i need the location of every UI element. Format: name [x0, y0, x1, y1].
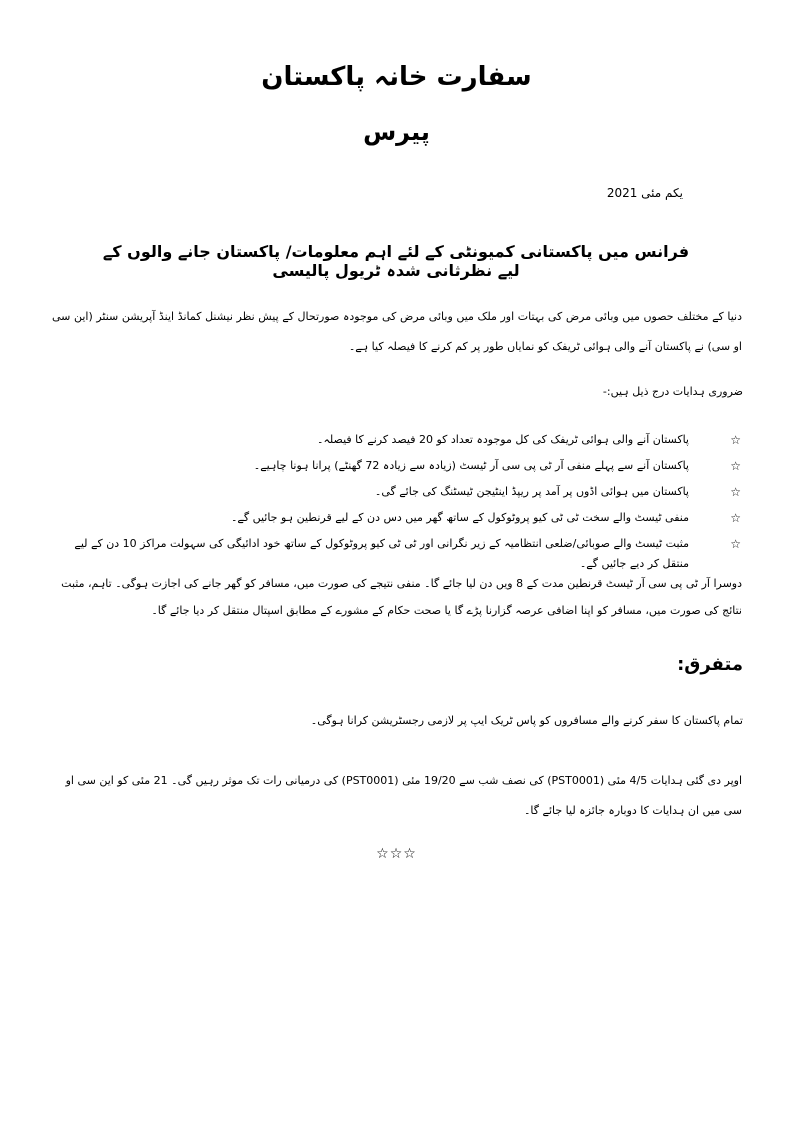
star-bullet-icon: ☆	[730, 485, 741, 499]
instructions-list	[51, 430, 741, 570]
retest-paragraph: دوسرا آر ٹی پی سی آر ٹیسٹ قرنطین مدت کے 8 ویں دن لیا جائے گا۔ منفی نتیجے کی صورت میں، مسافر کو گھر جانے کی اجازت ہوگی۔ تاہم، مثبت نتائج کی صورت میں، مسافر کو اپنا اضافی عرصہ گزارنا پڑے گا یا صحت حکام کے مشورے کے مطابق اسپتال منتقل کر دیا جائے گا۔	[61, 577, 742, 617]
star-bullet-icon: ☆	[730, 433, 741, 447]
city-title: پیرس	[363, 118, 430, 146]
list-item-text: منفی ٹیسٹ والے سخت ٹی ٹی کیو پروٹوکول کے ساتھ گھر میں دس دن کے لیے قرنطین ہو جائیں گے۔	[230, 511, 689, 524]
misc-heading: متفرق:	[677, 654, 743, 675]
list-item-text: پاکستان آنے والی ہوائی ٹریفک کی کل موجودہ تعداد کو 20 فیصد کرنے کا فیصلہ۔	[317, 433, 689, 446]
list-item-text: پاکستان میں ہوائی اڈوں پر آمد پر ریپڈ اینٹیجن ٹیسٹنگ کی جائے گی۔	[374, 485, 689, 498]
list-item	[51, 534, 741, 570]
letter-date: یکم مئی 2021	[606, 186, 683, 200]
end-stars-icon: ☆☆☆	[376, 846, 417, 862]
list-item	[51, 508, 741, 534]
embassy-title: سفارت خانہ پاکستان	[261, 62, 532, 92]
list-item	[51, 456, 741, 482]
instructions-title: ضروری ہدایات درج ذیل ہیں:-	[602, 385, 743, 398]
intro-paragraph: دنیا کے مختلف حصوں میں وبائی مرض کی بہتات اور ملک میں وبائی مرض کی موجودہ صورتحال کے پیش نظر نیشنل کمانڈ اینڈ آپریشن سنٹر (این سی او سی) نے پاکستان آنے والی ہوائی ٹریفک کو نمایاں طور پر کم کرنے کا فیصلہ کیا ہے۔	[52, 310, 742, 353]
list-item	[51, 482, 741, 508]
notice-heading: فرانس میں پاکستانی کمیونٹی کے لئے اہم معلومات/ پاکستان جانے والوں کے لیے نظرثانی شدہ ٹریول پالیسی	[102, 242, 690, 280]
misc-paragraph-app: تمام پاکستان کا سفر کرنے والے مسافروں کو پاس ٹریک ایپ پر لازمی رجسٹریشن کرانا ہوگی۔	[310, 714, 743, 727]
star-bullet-icon: ☆	[730, 511, 741, 525]
list-item	[51, 430, 741, 456]
star-bullet-icon: ☆	[730, 459, 741, 473]
star-bullet-icon: ☆	[730, 537, 741, 551]
list-item-text: مثبت ٹیسٹ والے صوبائی/ضلعی انتظامیہ کے زیر نگرانی اور ٹی ٹی کیو پروٹوکول کے ساتھ خود ادائیگی کی سہولت مراکز 10 دن کے لیے منتقل کر دیے جائیں گے۔	[74, 537, 689, 570]
list-item-text: پاکستان آنے سے پہلے منفی آر ٹی پی سی آر ٹیسٹ (زیادہ سے زیادہ 72 گھنٹے) پرانا ہونا چاہیے۔	[253, 459, 689, 472]
misc-paragraph-validity: اوپر دی گئی ہدایات 4/5 مئی (PST0001) کی نصف شب سے 19/20 مئی (PST0001) کی درمیانی رات تک موثر رہیں گی۔ 21 مئی کو این سی او سی میں ان ہدایات کا دوبارہ جائزہ لیا جائے گا۔	[65, 774, 742, 817]
